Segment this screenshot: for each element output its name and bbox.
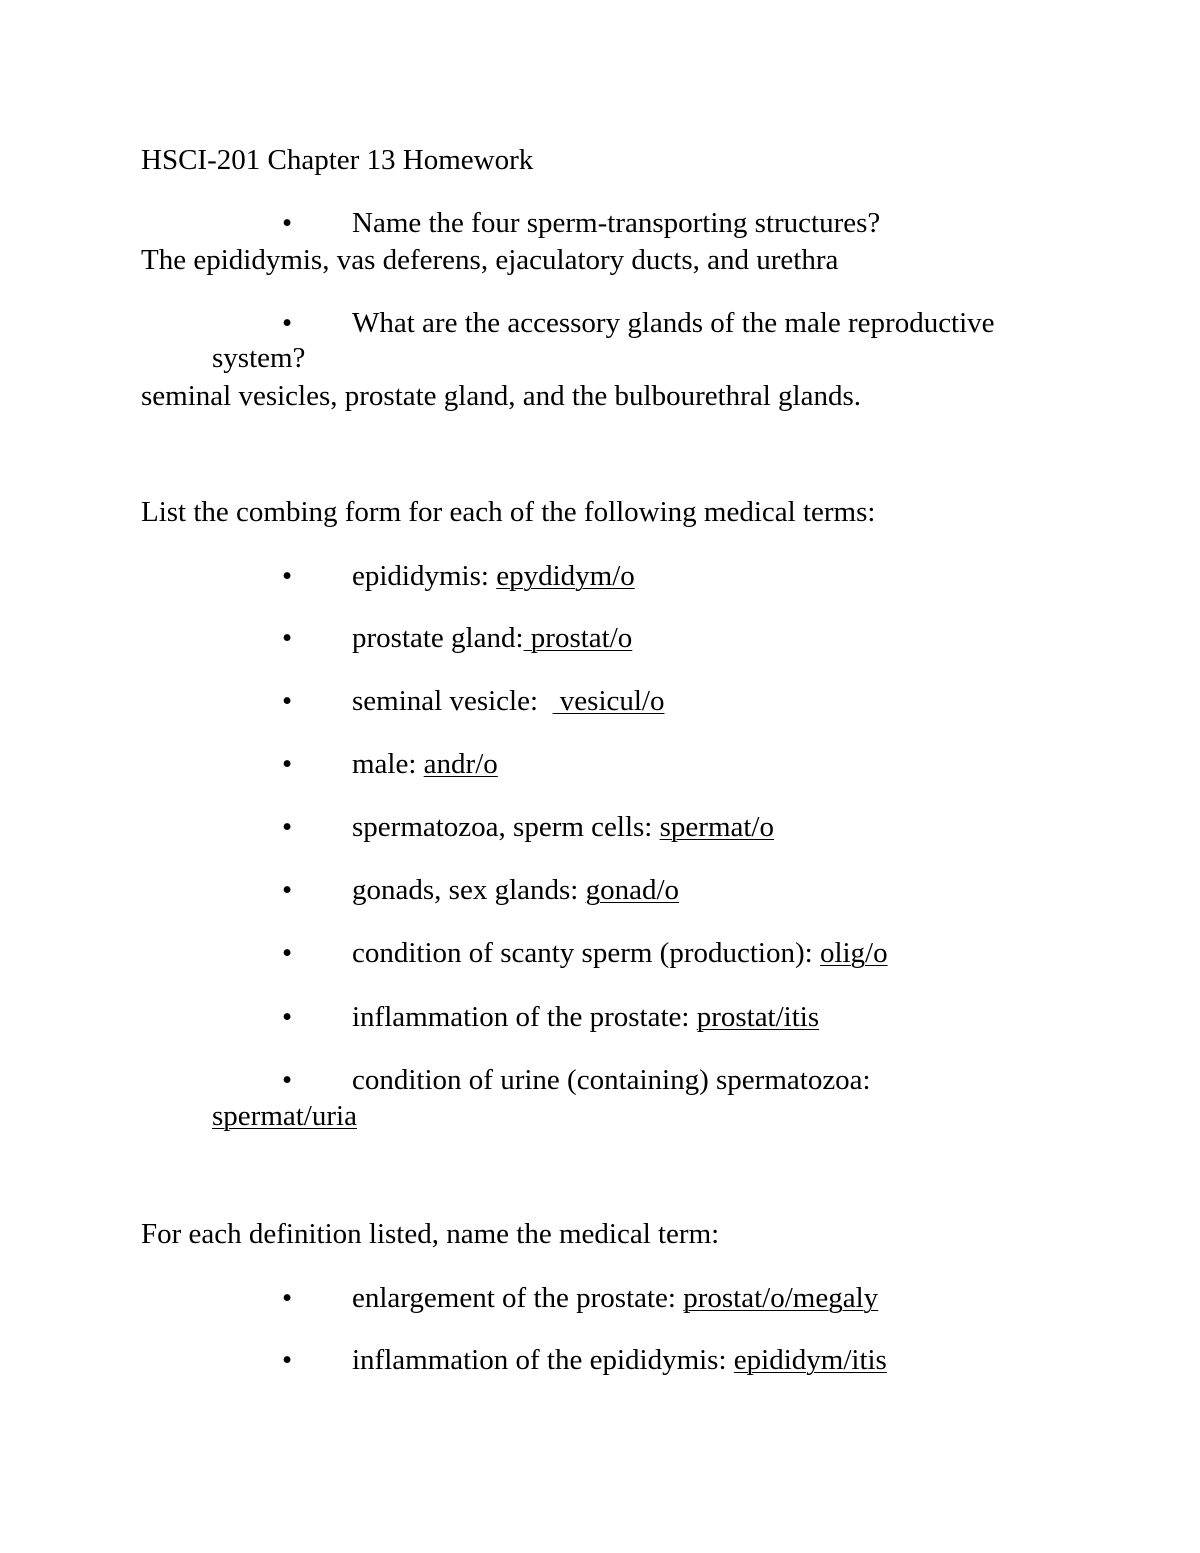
- section-heading-combining-forms: List the combing form for each of the following medical terms:: [141, 496, 876, 528]
- list-item: [352, 620, 632, 656]
- term-answer: epididym/itis: [733, 1344, 887, 1376]
- term-answer: andr/o: [423, 748, 498, 780]
- term-label: inflammation of the prostate:: [352, 1001, 697, 1033]
- list-item: [352, 809, 774, 845]
- term-label: inflammation of the epididymis:: [352, 1344, 734, 1376]
- bullet-icon: •: [282, 622, 293, 654]
- list-item: [352, 872, 679, 908]
- bullet-icon: •: [282, 560, 293, 592]
- term-label: enlargement of the prostate:: [352, 1282, 684, 1314]
- term-answer: prostat/itis: [696, 1001, 820, 1033]
- term-label: condition of scanty sperm (production):: [352, 937, 820, 969]
- list-item: [352, 1062, 871, 1098]
- bullet-icon: •: [282, 874, 293, 906]
- term-label: male:: [352, 748, 424, 780]
- list-item: [352, 1280, 878, 1316]
- question-2-line-2: system?: [212, 342, 306, 374]
- list-item: [352, 683, 664, 719]
- list-item: [352, 935, 888, 971]
- list-item: [352, 746, 498, 782]
- term-label: spermatozoa, sperm cells:: [352, 811, 660, 843]
- term-label: condition of urine (containing) spermatozoa:: [352, 1064, 871, 1096]
- term-label: gonads, sex glands:: [352, 874, 586, 906]
- bullet-icon: •: [282, 1064, 293, 1096]
- term-answer: spermat/uria: [212, 1100, 357, 1132]
- term-label: epididymis:: [352, 560, 497, 592]
- question-1: Name the four sperm-transporting structures?: [352, 207, 881, 239]
- term-label: prostate gland:: [352, 622, 524, 654]
- bullet-icon: •: [282, 307, 293, 339]
- bullet-icon: •: [282, 1344, 293, 1376]
- answer-1: The epididymis, vas deferens, ejaculatory ducts, and urethra: [141, 244, 839, 276]
- section-heading-medical-terms: For each definition listed, name the medical term:: [141, 1218, 720, 1250]
- list-item-continuation: [212, 1098, 357, 1134]
- term-answer: vesicul/o: [552, 685, 665, 717]
- question-2-line-1: What are the accessory glands of the male reproductive: [352, 307, 995, 339]
- bullet-icon: •: [282, 207, 293, 239]
- term-answer: olig/o: [819, 937, 888, 969]
- term-answer: prostat/o: [523, 622, 633, 654]
- list-item: [352, 558, 635, 594]
- list-item: [352, 999, 819, 1035]
- bullet-icon: •: [282, 937, 293, 969]
- list-item: [352, 1342, 887, 1378]
- bullet-icon: •: [282, 748, 293, 780]
- page-title: HSCI-201 Chapter 13 Homework: [141, 144, 534, 176]
- term-label: seminal vesicle:: [352, 685, 553, 717]
- term-answer: spermat/o: [659, 811, 774, 843]
- term-answer: gonad/o: [585, 874, 680, 906]
- bullet-icon: •: [282, 811, 293, 843]
- bullet-icon: •: [282, 685, 293, 717]
- term-answer: epydidym/o: [496, 560, 635, 592]
- bullet-icon: •: [282, 1282, 293, 1314]
- term-answer: prostat/o/megaly: [683, 1282, 879, 1314]
- bullet-icon: •: [282, 1001, 293, 1033]
- answer-2: seminal vesicles, prostate gland, and the bulbourethral glands.: [141, 380, 861, 412]
